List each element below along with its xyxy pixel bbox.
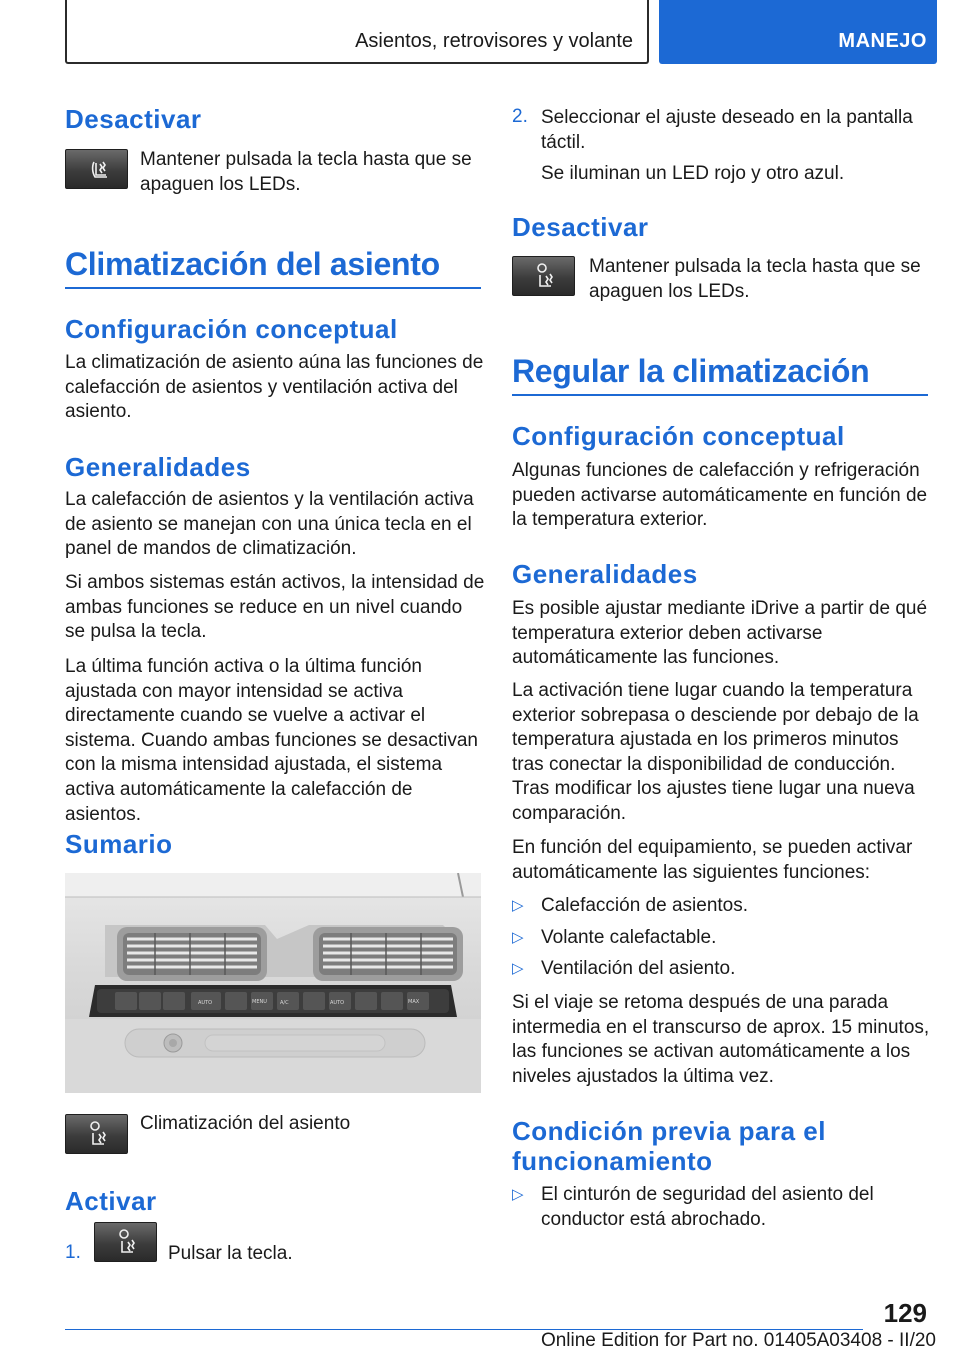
panel-label-ac: A/C [280, 1000, 289, 1006]
step-2-text: Seleccionar el ajuste deseado en la pantalla táctil. [541, 107, 913, 153]
right-precondition-heading: Condición previa para el funcionamiento [512, 1116, 826, 1176]
step-1-number: 1. [65, 1242, 81, 1263]
bullet-triangle-icon: ▷ [512, 960, 524, 977]
left-concept-heading: Configuración conceptual [65, 314, 398, 344]
right-general-heading: Generalidades [512, 559, 698, 589]
left-title-rule [65, 287, 481, 289]
page-number: 129 [883, 1298, 927, 1328]
step-2-subtext: Se iluminan un LED rojo y otro azul. [541, 163, 845, 184]
seat-climate-icon [66, 1115, 129, 1155]
left-desactivar-heading: Desactivar [65, 104, 202, 134]
header-section-title: Asientos, retrovisores y volante [355, 30, 633, 52]
bullet-text: El cinturón de seguridad del asiento del conductor está abrochado. [541, 1184, 874, 1230]
left-sumario-heading: Sumario [65, 829, 173, 859]
panel-label-auto: AUTO [198, 1000, 213, 1006]
bullet-text: Calefacción de asientos. [541, 895, 749, 916]
left-general-p1: La calefacción de asientos y la ventilación activa de asiento se manejan con una única tecla en el panel de mandos de climatización. [65, 489, 474, 560]
climate-panel-photo [65, 873, 481, 1093]
photo-caption: Climatización del asiento [140, 1113, 351, 1134]
right-general-p1: Es posible ajustar mediante iDrive a partir de qué temperatura exterior deben activarse automáticamente las funciones. [512, 598, 928, 669]
header-chapter-tab[interactable] [659, 0, 937, 64]
left-activar-heading: Activar [65, 1186, 157, 1216]
panel-label-max: MAX [408, 999, 420, 1005]
step-1-text: Pulsar la tecla. [168, 1243, 293, 1264]
seat-heat-icon [66, 150, 129, 190]
climate-panel-illustration [65, 873, 481, 1093]
seat-ventilation-icon [513, 257, 576, 297]
right-general-p3: En función del equipamiento, se pueden activar automáticamente las siguientes funciones: [512, 837, 913, 883]
step-1-button-image [94, 1222, 157, 1262]
right-concept-heading: Configuración conceptual [512, 421, 845, 451]
bullet-triangle-icon: ▷ [512, 929, 524, 946]
panel-label-menu: MENU [252, 999, 267, 1005]
left-general-p3: La última función activa o la última función ajustada con mayor intensidad se activa directamente cuando se vuelve a activar el sistema. Cuando ambas funciones se desactivan con la misma intensidad ajustada, el sistema activa automáticamente la calefacción de asientos. [65, 656, 478, 825]
seat-climate-button-image [65, 1114, 128, 1154]
panel-label-auto-right: AUTO [330, 1000, 345, 1006]
right-desactivar-text: Mantener pulsada la tecla hasta que se apaguen los LEDs. [589, 256, 921, 302]
bullet-text: Volante calefactable. [541, 927, 717, 948]
right-title-rule [512, 394, 928, 396]
right-desactivar-heading: Desactivar [512, 212, 649, 242]
right-concept-text: Algunas funciones de calefacción y refrigeración pueden activarse automáticamente en función de la temperatura exterior. [512, 460, 928, 531]
left-main-title: Climatización del asiento [65, 246, 440, 282]
footer-edition: Online Edition for Part no. 01405A03408 - II/20 [540, 1330, 936, 1351]
bullet-text: Ventilación del asiento. [541, 958, 736, 979]
bullet-triangle-icon: ▷ [512, 897, 524, 914]
seat-button-image [65, 149, 128, 189]
left-desactivar-text: Mantener pulsada la tecla hasta que se apaguen los LEDs. [140, 149, 472, 195]
seat-climate-icon-step [95, 1223, 158, 1263]
seat-climate-button-image-right [512, 256, 575, 296]
right-general-p2: La activación tiene lugar cuando la temperatura exterior sobrepasa o desciende por debajo de la temperatura ajustada en los primeros minutos tras conectar la disponibilidad de conducción. Tras modificar los ajustes tiene lugar una nueva comparación. [512, 680, 919, 824]
left-general-p2: Si ambos sistemas están activos, la intensidad de ambas funciones se reduce en un nivel cuando se pulsa la tecla. [65, 572, 485, 643]
bullet-triangle-icon: ▷ [512, 1186, 524, 1203]
step-2-number: 2. [512, 106, 528, 127]
right-main-title: Regular la climatización [512, 353, 870, 389]
left-concept-text: La climatización de asiento aúna las funciones de calefacción de asientos y ventilación activa del asiento. [65, 352, 484, 423]
header-section-box [65, 0, 649, 64]
right-general-p4: Si el viaje se retoma después de una parada intermedia en el transcurso de aprox. 15 minutos, las funciones se activan automáticamente a los niveles ajustados la última vez. [512, 992, 930, 1087]
left-general-heading: Generalidades [65, 452, 251, 482]
header-chapter-title: MANEJO [838, 30, 927, 52]
